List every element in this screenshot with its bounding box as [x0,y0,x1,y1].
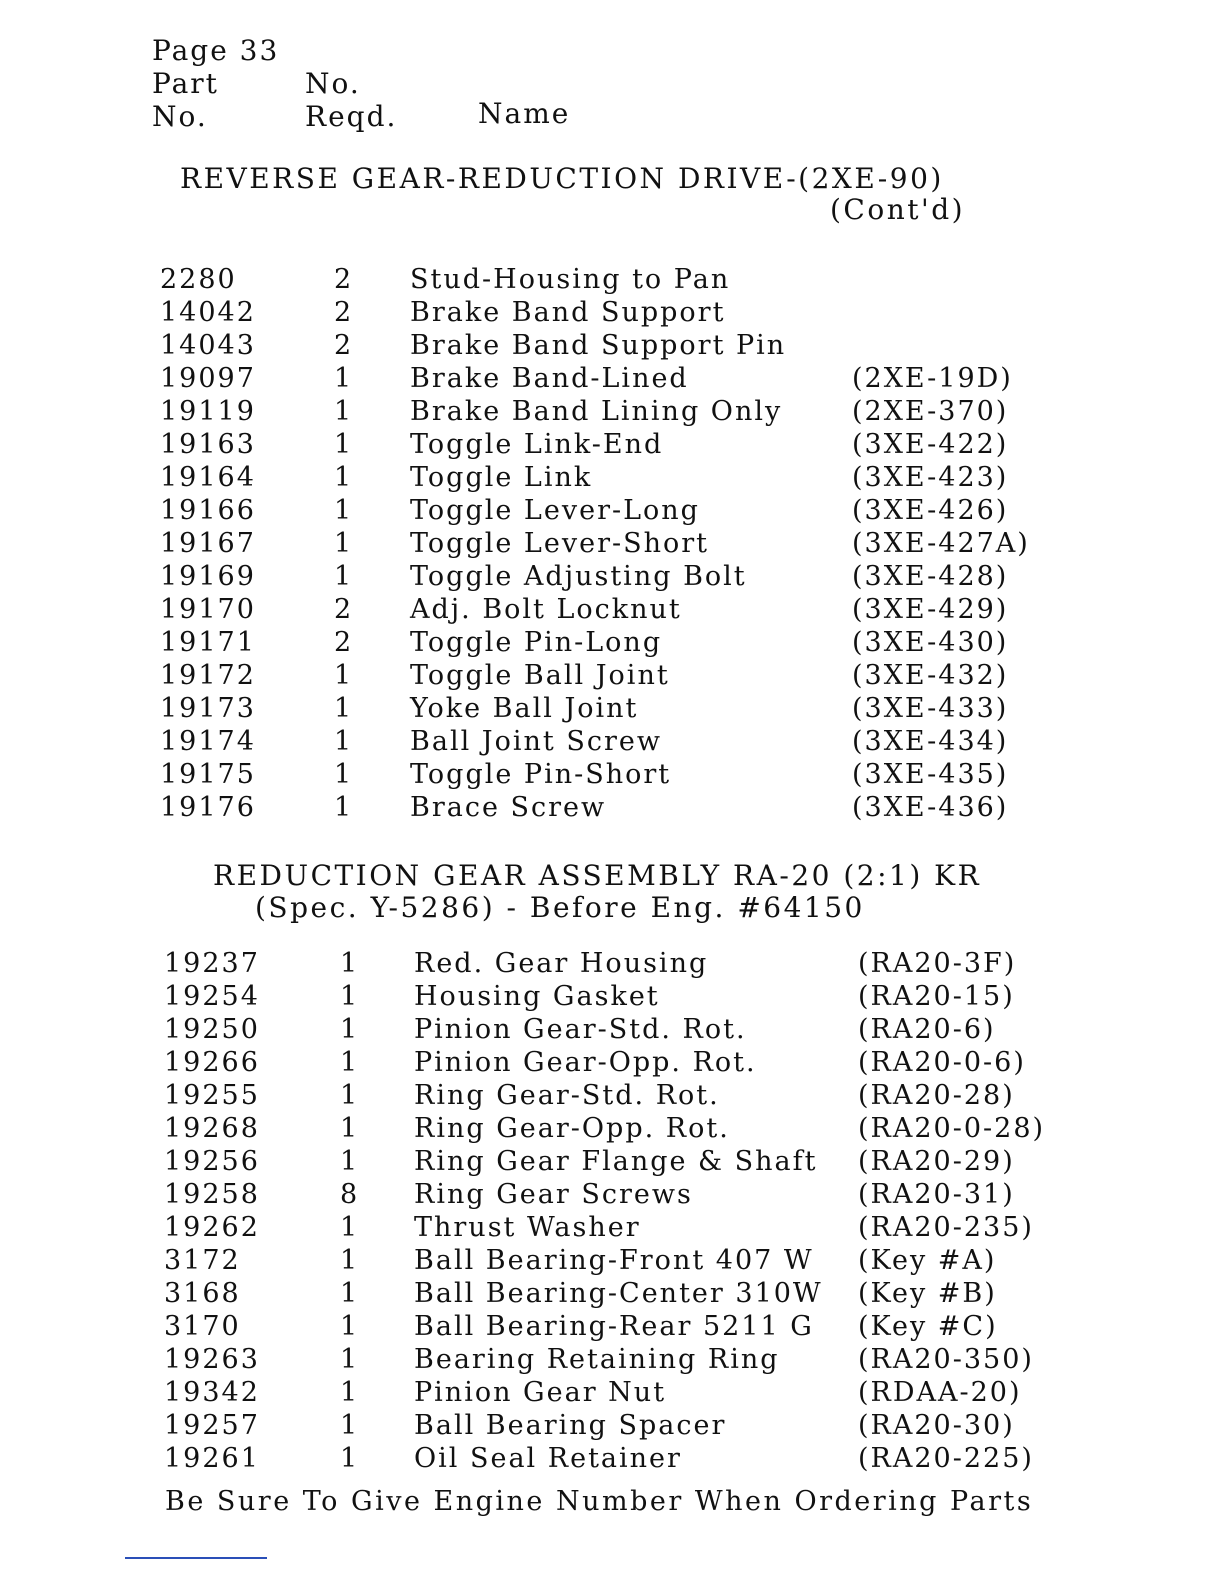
part-name: Toggle Lever-Short [410,528,709,559]
quantity-required: 1 [340,1278,360,1309]
quantity-required: 1 [340,1080,360,1111]
quantity-required: 2 [334,594,354,625]
quantity-required: 1 [334,726,354,757]
quantity-required: 1 [340,948,360,979]
part-number: 19170 [160,594,256,625]
table-row [0,1245,1224,1278]
part-number: 3172 [164,1245,241,1276]
reference-code: (RA20-30) [858,1410,1015,1441]
col-part-label-2: No. [152,100,208,133]
table-row [0,981,1224,1014]
reference-code: (RA20-350) [858,1344,1034,1375]
quantity-required: 1 [334,693,354,724]
part-name: Pinion Gear-Std. Rot. [414,1014,747,1045]
quantity-required: 1 [340,1377,360,1408]
quantity-required: 1 [334,396,354,427]
part-number: 19174 [160,726,256,757]
table-row [0,1377,1224,1410]
footer-note: Be Sure To Give Engine Number When Ordering Parts [165,1486,1034,1517]
table-row [0,1443,1224,1476]
part-name: Thrust Washer [414,1212,641,1243]
page-label: Page 33 [152,34,280,67]
reference-code: (RA20-225) [858,1443,1034,1474]
reference-code: (RDAA-20) [858,1377,1022,1408]
reference-code: (3XE-434) [852,726,1009,757]
table-row [0,759,1224,792]
table-row [0,726,1224,759]
part-name: Ball Bearing-Center 310W [414,1278,823,1309]
part-name: Ball Bearing-Front 407 W [414,1245,814,1276]
part-name: Ring Gear-Opp. Rot. [414,1113,730,1144]
table-row [0,660,1224,693]
part-name: Stud-Housing to Pan [410,264,731,295]
quantity-required: 2 [334,330,354,361]
col-part-label: Part [152,67,219,100]
section-subtitle-contd: (Cont'd) [830,193,966,226]
reference-code: (3XE-430) [852,627,1009,658]
quantity-required: 1 [334,363,354,394]
reference-code: (Key #A) [858,1245,997,1276]
quantity-required: 1 [340,1344,360,1375]
quantity-required: 1 [340,1311,360,1342]
table-row [0,462,1224,495]
quantity-required: 1 [334,792,354,823]
part-number: 19173 [160,693,256,724]
quantity-required: 1 [334,462,354,493]
table-row [0,297,1224,330]
part-name: Bearing Retaining Ring [414,1344,780,1375]
table-row [0,1410,1224,1443]
reference-code: (Key #C) [858,1311,998,1342]
part-number: 19119 [160,396,256,427]
table-row [0,495,1224,528]
quantity-required: 1 [340,981,360,1012]
quantity-required: 1 [334,495,354,526]
part-number: 19097 [160,363,256,394]
reference-code: (RA20-3F) [858,948,1017,979]
quantity-required: 1 [334,528,354,559]
part-number: 3168 [164,1278,241,1309]
part-name: Oil Seal Retainer [414,1443,682,1474]
part-number: 3170 [164,1311,241,1342]
part-name: Toggle Adjusting Bolt [410,561,747,592]
reference-code: (3XE-435) [852,759,1009,790]
reference-code: (RA20-28) [858,1080,1015,1111]
table-row [0,1080,1224,1113]
table-row [0,1278,1224,1311]
quantity-required: 1 [334,429,354,460]
table-row [0,1047,1224,1080]
col-qty-label: No. [305,67,361,100]
col-name-label: Name [478,97,571,130]
quantity-required: 1 [340,1410,360,1441]
quantity-required: 1 [340,1014,360,1045]
part-name: Pinion Gear-Opp. Rot. [414,1047,757,1078]
part-name: Ball Bearing Spacer [414,1410,727,1441]
part-number: 19163 [160,429,256,460]
reference-code: (RA20-31) [858,1179,1015,1210]
part-name: Toggle Link [410,462,593,493]
part-number: 19262 [164,1212,260,1243]
part-name: Toggle Ball Joint [410,660,670,691]
table-row [0,1311,1224,1344]
quantity-required: 1 [340,1443,360,1474]
part-number: 19342 [164,1377,260,1408]
table-row [0,1212,1224,1245]
section-title-reduction-gear: REDUCTION GEAR ASSEMBLY RA-20 (2:1) KR [213,859,982,892]
part-number: 19256 [164,1146,260,1177]
part-name: Yoke Ball Joint [410,693,639,724]
reference-code: (RA20-29) [858,1146,1015,1177]
table-row [0,429,1224,462]
reference-code: (3XE-423) [852,462,1009,493]
column-header-row-1 [152,67,361,100]
part-number: 19254 [164,981,260,1012]
table-row [0,1113,1224,1146]
part-number: 2280 [160,264,237,295]
quantity-required: 8 [340,1179,360,1210]
table-row [0,1014,1224,1047]
quantity-required: 1 [340,1212,360,1243]
part-name: Ring Gear Screws [414,1179,693,1210]
table-row [0,792,1224,825]
quantity-required: 2 [334,297,354,328]
reference-code: (3XE-433) [852,693,1009,724]
part-number: 19257 [164,1410,260,1441]
part-name: Brake Band Lining Only [410,396,783,427]
part-number: 19167 [160,528,256,559]
reference-code: (RA20-235) [858,1212,1034,1243]
table-row [0,264,1224,297]
col-qty-label-2: Reqd. [305,100,398,133]
part-name: Brake Band Support Pin [410,330,787,361]
reference-code: (3XE-427A) [852,528,1030,559]
page-number [152,34,279,67]
reference-code: (3XE-426) [852,495,1009,526]
part-name: Red. Gear Housing [414,948,709,979]
part-name: Brake Band Support [410,297,726,328]
quantity-required: 1 [340,1113,360,1144]
quantity-required: 2 [334,627,354,658]
part-number: 19268 [164,1113,260,1144]
quantity-required: 1 [340,1146,360,1177]
reference-code: (RA20-6) [858,1014,996,1045]
table-row [0,1146,1224,1179]
part-number: 19237 [164,948,260,979]
table-row [0,561,1224,594]
reference-code: (RA20-0-6) [858,1047,1026,1078]
quantity-required: 1 [334,660,354,691]
part-number: 19255 [164,1080,260,1111]
reference-code: (3XE-428) [852,561,1009,592]
part-name: Toggle Link-End [410,429,664,460]
part-number: 19172 [160,660,256,691]
parts-table-reverse-gear [0,264,1224,825]
part-name: Ring Gear-Std. Rot. [414,1080,720,1111]
table-row [0,396,1224,429]
part-number: 19266 [164,1047,260,1078]
part-number: 19169 [160,561,256,592]
part-name: Adj. Bolt Locknut [410,594,682,625]
part-name: Ball Joint Screw [410,726,662,757]
bottom-rule [125,1557,267,1559]
section-subtitle-spec: (Spec. Y-5286) - Before Eng. #64150 [255,891,865,924]
table-row [0,1344,1224,1377]
part-number: 19166 [160,495,256,526]
part-name: Toggle Lever-Long [410,495,700,526]
quantity-required: 1 [340,1245,360,1276]
quantity-required: 1 [334,561,354,592]
part-number: 19263 [164,1344,260,1375]
column-header-row-2 [152,97,571,133]
part-number: 19258 [164,1179,260,1210]
table-row [0,363,1224,396]
part-name: Pinion Gear Nut [414,1377,667,1408]
reference-code: (3XE-429) [852,594,1009,625]
quantity-required: 1 [334,759,354,790]
part-name: Brake Band-Lined [410,363,689,394]
part-name: Ring Gear Flange & Shaft [414,1146,818,1177]
quantity-required: 2 [334,264,354,295]
part-number: 19176 [160,792,256,823]
part-number: 19261 [164,1443,260,1474]
part-name: Housing Gasket [414,981,660,1012]
reference-code: (3XE-422) [852,429,1009,460]
table-row [0,627,1224,660]
part-number: 19175 [160,759,256,790]
reference-code: (2XE-370) [852,396,1009,427]
table-row [0,1179,1224,1212]
part-name: Brace Screw [410,792,607,823]
part-number: 19164 [160,462,256,493]
table-row [0,528,1224,561]
part-number: 19250 [164,1014,260,1045]
quantity-required: 1 [340,1047,360,1078]
part-name: Toggle Pin-Long [410,627,663,658]
part-name: Toggle Pin-Short [410,759,672,790]
table-row [0,330,1224,363]
reference-code: (3XE-432) [852,660,1009,691]
reference-code: (Key #B) [858,1278,997,1309]
part-number: 14042 [160,297,256,328]
part-name: Ball Bearing-Rear 5211 G [414,1311,814,1342]
table-row [0,594,1224,627]
parts-table-reduction-gear [0,948,1224,1476]
reference-code: (3XE-436) [852,792,1009,823]
table-row [0,948,1224,981]
table-row [0,693,1224,726]
section-title-reverse-gear: REVERSE GEAR-REDUCTION DRIVE-(2XE-90) [180,162,944,195]
part-number: 19171 [160,627,256,658]
reference-code: (2XE-19D) [852,363,1013,394]
reference-code: (RA20-15) [858,981,1015,1012]
reference-code: (RA20-0-28) [858,1113,1046,1144]
part-number: 14043 [160,330,256,361]
